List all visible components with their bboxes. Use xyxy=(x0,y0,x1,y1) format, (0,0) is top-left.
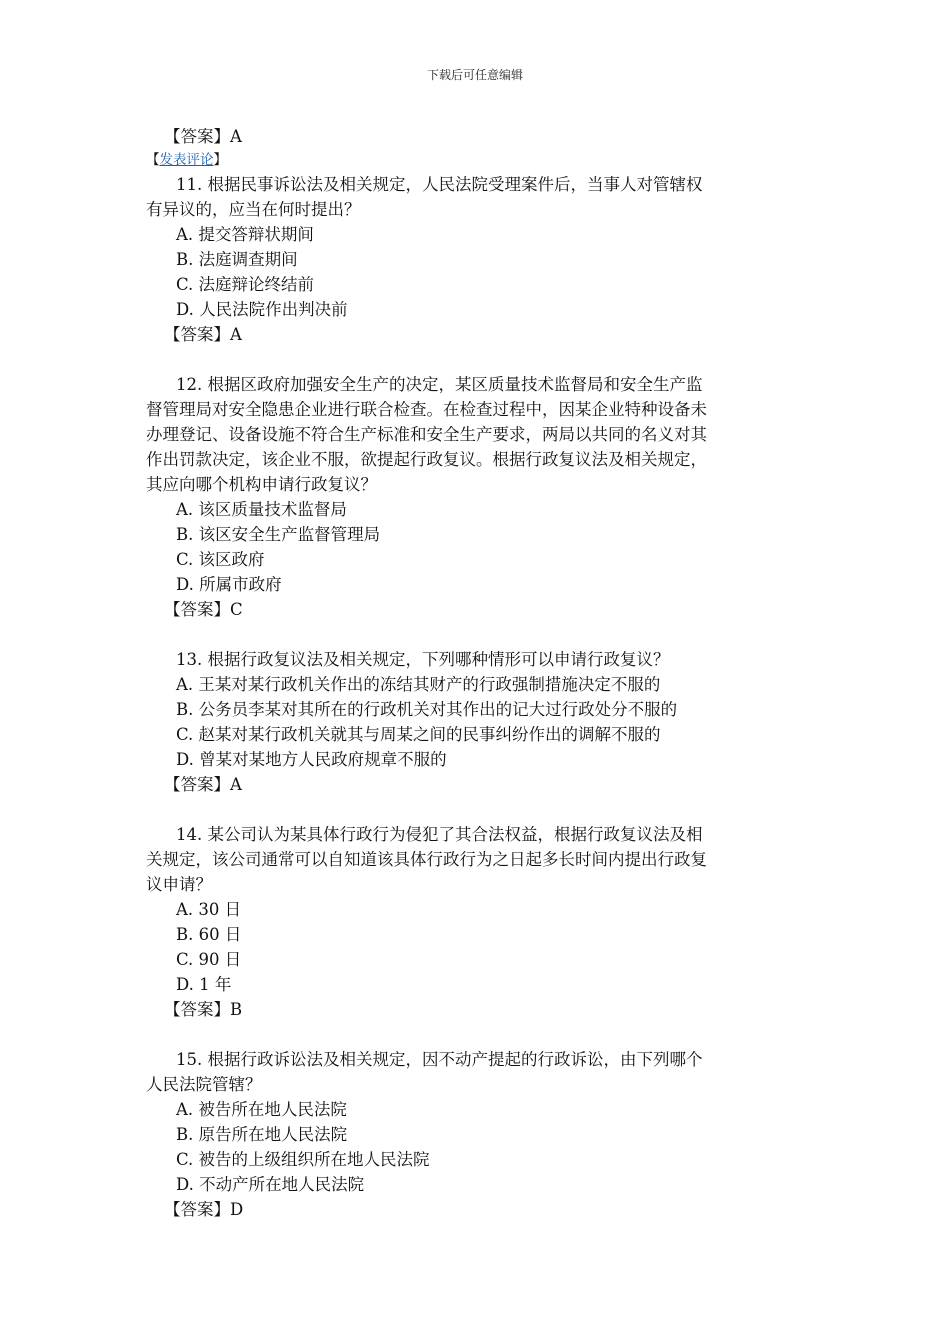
option-a: A. 该区质量技术监督局 xyxy=(176,500,347,519)
question-12 xyxy=(146,372,806,622)
answer-line: 【答案】A xyxy=(164,325,242,344)
question-stem: 办理登记、设备设施不符合生产标准和安全生产要求，两局以共同的名义对其 xyxy=(146,425,707,444)
option-b: B. 60 日 xyxy=(176,925,242,944)
answer-line: 【答案】B xyxy=(164,1000,243,1019)
spacer xyxy=(146,347,806,372)
option-b: B. 公务员李某对其所在的行政机关对其作出的记大过行政处分不服的 xyxy=(176,700,678,719)
option-c: C. 赵某对某行政机关就其与周某之间的民事纠纷作出的调解不服的 xyxy=(176,725,661,744)
question-stem: 14. 某公司认为某具体行政行为侵犯了其合法权益，根据行政复议法及相 xyxy=(176,825,703,844)
answer-line: 【答案】C xyxy=(164,600,243,619)
option-d: D. 所属市政府 xyxy=(176,575,282,594)
question-13 xyxy=(146,647,806,797)
spacer xyxy=(146,622,806,647)
option-c: C. 被告的上级组织所在地人民法院 xyxy=(176,1150,430,1169)
document-body xyxy=(146,124,806,1222)
option-b: B. 法庭调查期间 xyxy=(176,250,298,269)
question-stem: 其应向哪个机构申请行政复议？ xyxy=(146,475,377,494)
question-stem: 11. 根据民事诉讼法及相关规定，人民法院受理案件后，当事人对管辖权 xyxy=(176,175,703,194)
option-b: B. 原告所在地人民法院 xyxy=(176,1125,348,1144)
question-stem: 12. 根据区政府加强安全生产的决定，某区质量技术监督局和安全生产监 xyxy=(176,375,703,394)
question-stem: 15. 根据行政诉讼法及相关规定，因不动产提起的行政诉讼，由下列哪个 xyxy=(176,1050,703,1069)
option-b: B. 该区安全生产监督管理局 xyxy=(176,525,381,544)
question-stem: 关规定，该公司通常可以自知道该具体行政行为之日起多长时间内提出行政复 xyxy=(146,850,707,869)
answer-line: 【答案】A xyxy=(164,127,242,146)
question-15 xyxy=(146,1047,806,1222)
option-c: C. 法庭辩论终结前 xyxy=(176,275,315,294)
spacer xyxy=(146,797,806,822)
question-stem: 13. 根据行政复议法及相关规定，下列哪种情形可以申请行政复议？ xyxy=(176,650,670,669)
bracket-open: 【 xyxy=(146,152,160,168)
option-c: C. 90 日 xyxy=(176,950,242,969)
question-14 xyxy=(146,822,806,1022)
post-comment-link[interactable]: 发表评论 xyxy=(159,152,214,168)
question-stem: 作出罚款决定，该企业不服，欲提起行政复议。根据行政复议法及相关规定， xyxy=(146,450,707,469)
option-d: D. 曾某对某地方人民政府规章不服的 xyxy=(176,750,447,769)
answer-line: 【答案】D xyxy=(164,1200,244,1219)
bracket-close: 】 xyxy=(213,152,227,168)
question-stem: 议申请？ xyxy=(146,875,212,894)
option-a: A. 王某对某行政机关作出的冻结其财产的行政强制措施决定不服的 xyxy=(176,675,661,694)
option-c: C. 该区政府 xyxy=(176,550,265,569)
option-d: D. 1 年 xyxy=(176,975,232,994)
option-d: D. 人民法院作出判决前 xyxy=(176,300,348,319)
question-stem: 督管理局对安全隐患企业进行联合检查。在检查过程中，因某企业特种设备未 xyxy=(146,400,707,419)
spacer xyxy=(146,1022,806,1047)
page-header: 下载后可任意编辑 xyxy=(426,68,523,82)
option-a: A. 被告所在地人民法院 xyxy=(176,1100,347,1119)
option-d: D. 不动产所在地人民法院 xyxy=(176,1175,365,1194)
question-stem: 人民法院管辖？ xyxy=(146,1075,262,1094)
option-a: A. 30 日 xyxy=(176,900,242,919)
comment-line xyxy=(146,149,806,172)
question-stem: 有异议的，应当在何时提出？ xyxy=(146,200,361,219)
option-a: A. 提交答辩状期间 xyxy=(176,225,314,244)
question-11 xyxy=(146,172,806,347)
answer-line: 【答案】A xyxy=(164,775,242,794)
